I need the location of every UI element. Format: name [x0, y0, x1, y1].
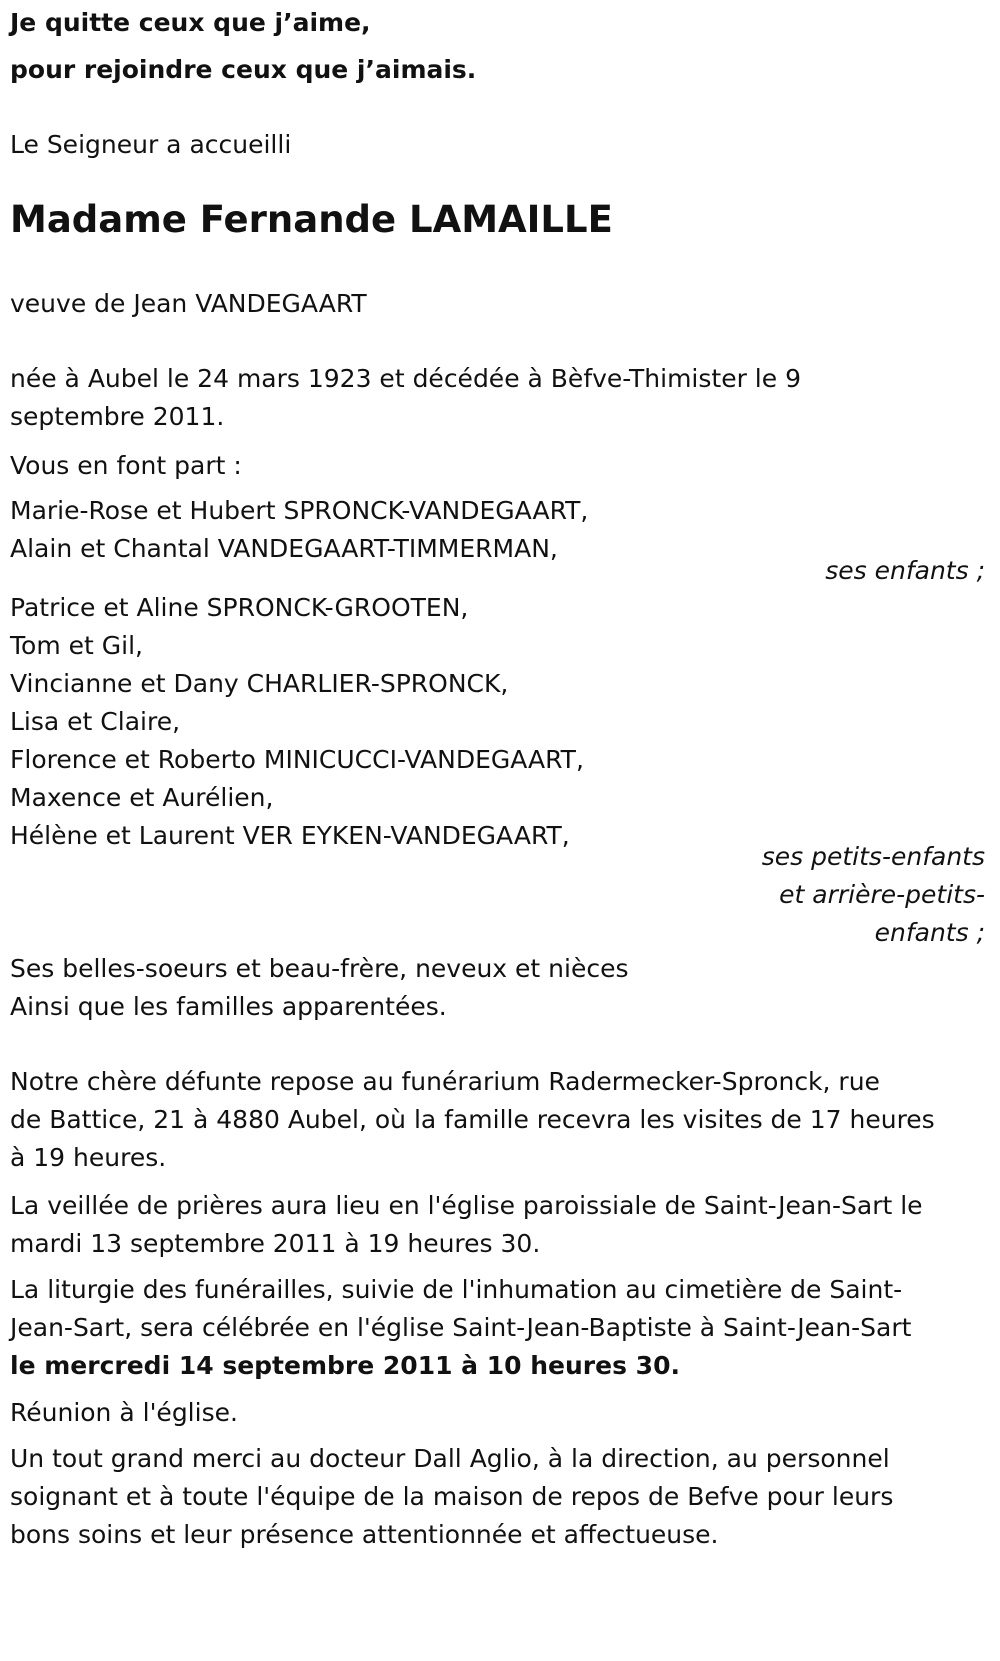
vigil-line-1: La veillée de prières aura lieu en l'église paroissiale de Saint-Jean-Sart le — [10, 1191, 923, 1220]
thanks-line-2: soignant et à toute l'équipe de la maison de repos de Befve pour leurs — [10, 1482, 894, 1511]
thanks-line-3: bons soins et leur présence attentionnée et affectueuse. — [10, 1520, 719, 1549]
children-relation: ses enfants ; — [825, 556, 985, 585]
birth-death-line-1: née à Aubel le 24 mars 1923 et décédée à Bèfve-Thimister le 9 — [10, 364, 801, 393]
intro-text: Le Seigneur a accueilli — [10, 130, 292, 159]
grandchildren-relation — [10, 838, 985, 952]
vigil-info — [10, 1187, 985, 1263]
family-line-1: Ses belles-soeurs et beau-frère, neveux et nièces — [10, 954, 629, 983]
child-entry: Marie-Rose et Hubert SPRONCK-VANDEGAART, — [10, 496, 589, 525]
epigraph-line-1: Je quitte ceux que j’aime, — [10, 8, 371, 37]
thanks-message — [10, 1440, 985, 1554]
liturgy-line-2: Jean-Sart, sera célébrée en l'église Saint-Jean-Baptiste à Saint-Jean-Sart — [10, 1313, 912, 1342]
meeting-info: Réunion à l'église. — [10, 1398, 238, 1427]
grandchild-entry: Vincianne et Dany CHARLIER-SPRONCK, — [10, 669, 509, 698]
widow-of: veuve de Jean VANDEGAART — [10, 289, 367, 318]
epigraph-line-2: pour rejoindre ceux que j’aimais. — [10, 55, 477, 84]
birth-death-line-2: septembre 2011. — [10, 402, 225, 431]
funerarium-info — [10, 1063, 985, 1177]
grandchildren-relation-line: ses petits-enfants — [761, 842, 985, 871]
liturgy-date-time: le mercredi 14 septembre 2011 à 10 heures 30. — [10, 1351, 680, 1380]
thanks-line-1: Un tout grand merci au docteur Dall Aglio, à la direction, au personnel — [10, 1444, 890, 1473]
grandchild-entry: Patrice et Aline SPRONCK-GROOTEN, — [10, 593, 469, 622]
funerarium-line-2: de Battice, 21 à 4880 Aubel, où la famille recevra les visites de 17 heures — [10, 1105, 935, 1134]
family-line-2: Ainsi que les familles apparentées. — [10, 992, 447, 1021]
grandchild-entry: Maxence et Aurélien, — [10, 783, 274, 812]
epigraph — [10, 3, 985, 43]
extended-family — [10, 950, 985, 1026]
liturgy-info — [10, 1271, 985, 1385]
grandchild-entry: Tom et Gil, — [10, 631, 143, 660]
birth-death — [10, 360, 985, 436]
announce: Vous en font part : — [10, 451, 242, 480]
funerarium-line-3: à 19 heures. — [10, 1143, 167, 1172]
epigraph-second — [10, 50, 985, 90]
grandchildren-relation-line: et arrière-petits- — [779, 880, 985, 909]
grandchild-entry: Florence et Roberto MINICUCCI-VANDEGAART, — [10, 745, 584, 774]
deceased-name: Madame Fernande LAMAILLE — [10, 198, 613, 241]
funerarium-line-1: Notre chère défunte repose au funérarium Radermecker-Spronck, rue — [10, 1067, 880, 1096]
grandchild-entry: Hélène et Laurent VER EYKEN-VANDEGAART, — [10, 821, 570, 850]
grandchildren-relation-line: enfants ; — [874, 918, 985, 947]
grandchildren-list — [10, 589, 985, 855]
vigil-line-2: mardi 13 septembre 2011 à 19 heures 30. — [10, 1229, 541, 1258]
liturgy-line-1: La liturgie des funérailles, suivie de l'inhumation au cimetière de Saint- — [10, 1275, 903, 1304]
grandchild-entry: Lisa et Claire, — [10, 707, 181, 736]
child-entry: Alain et Chantal VANDEGAART-TIMMERMAN, — [10, 534, 558, 563]
